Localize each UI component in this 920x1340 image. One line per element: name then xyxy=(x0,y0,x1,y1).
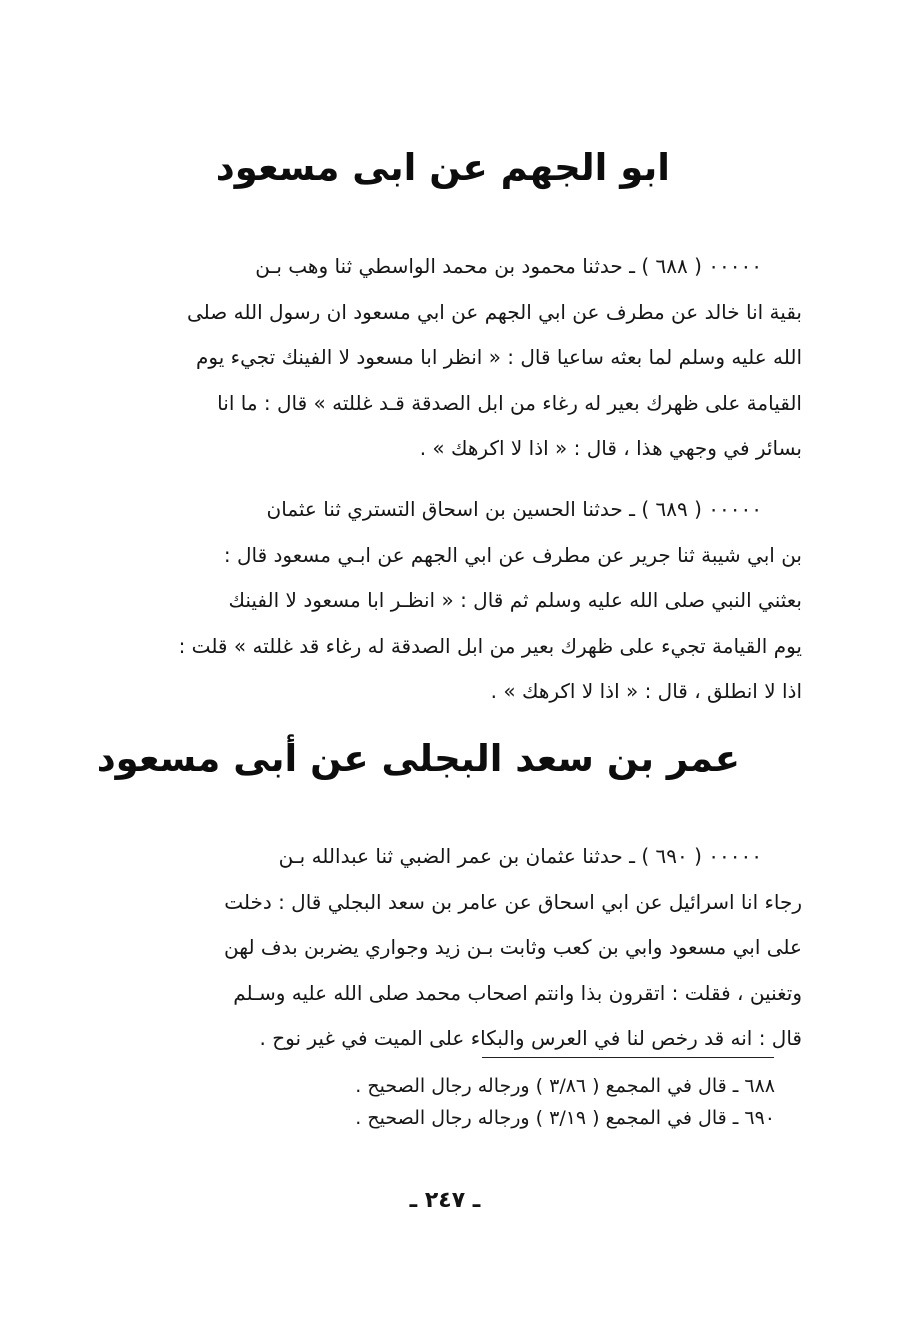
hadith-line: ٠٠٠٠٠ ( ٦٩٠ ) ـ حدثنا عثمان بن عمر الضبي ثنا عبدالله بـن xyxy=(278,844,762,868)
hadith-line: القيامة على ظهرك بعير له رغاء من ابل الصدقة قـد غللته » قال : ما انا xyxy=(217,390,802,415)
hadith-line: ٠٠٠٠٠ ( ٦٨٨ ) ـ حدثنا محمود بن محمد الواسطي ثنا وهب بـن xyxy=(255,254,762,278)
footnote-688: ٦٨٨ ـ قال في المجمع ( ٣/٨٦ ) ورجاله رجال الصحيح . xyxy=(355,1075,775,1097)
hadith-689 xyxy=(107,487,802,715)
section-heading-abu-al-jahm: ابو الجهم عن ابى مسعود xyxy=(215,146,670,189)
hadith-line: بسائر في وجهي هذا ، قال : « اذا لا اكرهك » . xyxy=(419,436,802,460)
hadith-line: ٠٠٠٠٠ ( ٦٨٩ ) ـ حدثنا الحسين بن اسحاق التستري ثنا عثمان xyxy=(266,497,762,521)
hadith-line: بن ابي شيبة ثنا جرير عن مطرف عن ابي الجهم عن ابـي مسعود قال : xyxy=(223,542,802,567)
footnotes xyxy=(215,1070,775,1134)
page-number: ـ ٢٤٧ ـ xyxy=(409,1188,481,1213)
hadith-line: على ابي مسعود وابي بن كعب وثابت بـن زيد وجواري يضربن بدف لهن xyxy=(224,935,802,959)
hadith-line: رجاء انا اسرائيل عن ابي اسحاق عن عامر بن سعد البجلي قال : دخلت xyxy=(224,889,802,914)
footnote-divider xyxy=(482,1057,774,1058)
hadith-line: بعثني النبي صلى الله عليه وسلم ثم قال : « انظـر ابا مسعود لا الفينك xyxy=(228,588,802,612)
hadith-line: يوم القيامة تجيء على ظهرك بعير من ابل الصدقة له رغاء قد غللته » قلت : xyxy=(178,633,802,658)
hadith-line: بقية انا خالد عن مطرف عن ابي الجهم عن ابي مسعود ان رسول الله صلى xyxy=(187,299,802,324)
hadith-line: قال : انه قد رخص لنا في العرس والبكاء على الميت في غير نوح . xyxy=(259,1026,802,1050)
hadith-690 xyxy=(107,834,802,1062)
hadith-line: الله عليه وسلم لما بعثه ساعيا قال : « انظر ابا مسعود لا الفينك تجيء يوم xyxy=(196,345,802,369)
hadith-line: اذا لا انطلق ، قال : « اذا لا اكرهك » . xyxy=(490,679,802,703)
hadith-688 xyxy=(107,244,802,472)
hadith-line: وتغنين ، فقلت : اتقرون بذا وانتم اصحاب محمد صلى الله عليه وسـلم xyxy=(233,980,802,1005)
section-heading-umar-ibn-saad: عمر بن سعد البجلى عن أبى مسعود xyxy=(96,737,740,780)
footnote-690: ٦٩٠ ـ قال في المجمع ( ٣/١٩ ) ورجاله رجال الصحيح . xyxy=(355,1107,775,1129)
